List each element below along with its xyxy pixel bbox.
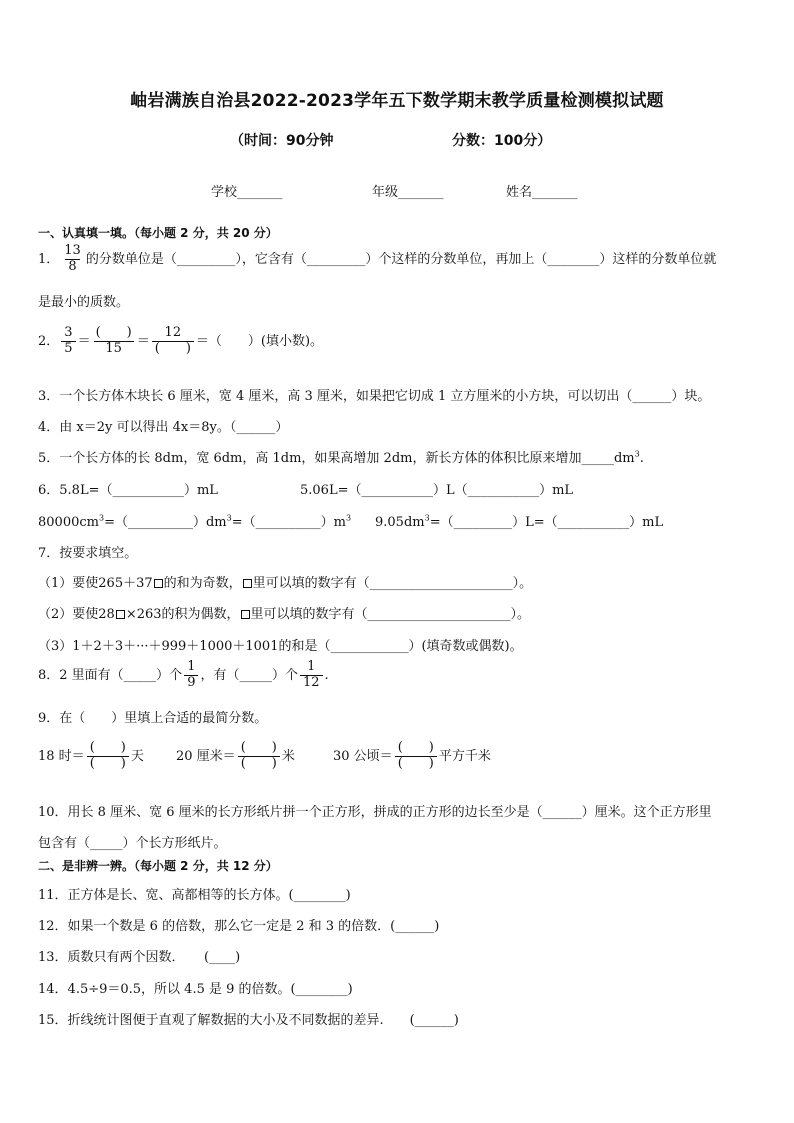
question-6-d — [375, 511, 663, 530]
question-12: 12．如果一个数是 6 的倍数，那么它一定是 2 和 3 的倍数．(______) — [38, 919, 440, 934]
question-3: 3．一个长方体木块长 6 厘米，宽 4 厘米，高 3 厘米，如果把它切成 1 立方厘米的小方块，可以切出（______）块。 — [38, 389, 711, 404]
blank-box-icon — [154, 579, 163, 588]
q8-b: ，有（_____）个 — [200, 667, 298, 683]
question-7-1 — [38, 572, 532, 591]
question-1 — [38, 244, 716, 275]
fraction-numerator: 3 — [64, 325, 73, 340]
exponent: 3 — [345, 513, 352, 523]
q6-c-pre: 80000cm — [38, 515, 99, 530]
question-10-b: 包含有（_____）个长方形纸片。 — [38, 836, 227, 851]
q7-2-b: ×263的积为偶数， — [125, 607, 240, 622]
question-9-c — [333, 741, 491, 772]
name-field: 姓名_______ — [506, 185, 578, 200]
question-9-a — [38, 741, 144, 772]
section2-heading: 二、是非辨一辨。（每小题 2 分，共 12 分） — [38, 859, 278, 873]
q9-b-fraction — [238, 741, 280, 772]
fraction-numerator: 1 — [307, 659, 316, 674]
q6-c-post2: =（__________）m — [231, 515, 346, 530]
equals-sign: ＝ — [136, 333, 150, 349]
q8-c: . — [324, 667, 329, 683]
fraction-denominator: ( ) — [238, 756, 280, 772]
fraction-numerator: ( ) — [397, 740, 434, 755]
q5-end: . — [639, 451, 644, 466]
exponent: 3 — [98, 513, 105, 523]
question-7-head: 7．按要求填空。 — [38, 546, 138, 561]
q7-1-b: 的和为奇数， — [163, 576, 242, 591]
question-9-head: 9．在（ ）里填上合适的最简分数。 — [38, 711, 268, 726]
q7-1-c: 里可以填的数字有（______________________）。 — [252, 576, 533, 591]
question-7-3: （3）1＋2＋3＋···＋999＋1000＋1001的和是（____________）(填奇数或偶数)。 — [38, 639, 523, 654]
q2-fraction-2 — [93, 326, 135, 357]
exam-score: 分数：100分） — [452, 133, 552, 149]
q5-text: 5．一个长方体的长 8dm，宽 6dm，高 1dm，如果高增加 2dm，新长方体的体积比原来增加_____dm — [38, 451, 635, 466]
fraction-numerator: 12 — [164, 325, 182, 340]
fraction-denominator: 9 — [184, 675, 198, 691]
q2-number: 2． — [38, 333, 60, 349]
q5-exponent: 3 — [634, 449, 640, 459]
fraction-denominator: ( ) — [87, 756, 129, 772]
q9-a-fraction — [87, 741, 129, 772]
q9-a-label: 18 时＝ — [38, 748, 85, 764]
question-15: 15．折线统计图便于直观了解数据的大小及不同数据的差异. (______) — [38, 1013, 459, 1028]
q7-2-a: （2）要使28 — [38, 607, 115, 622]
question-10-a: 10．用长 8 厘米、宽 6 厘米的长方形纸片拼一个正方形，拼成的正方形的边长至少是（______）厘米。这个正方形里 — [38, 805, 712, 820]
exam-title: 岫岩满族自治县2022-2023学年五下数学期末教学质量检测模拟试题 — [130, 91, 664, 111]
fraction-denominator: ( ) — [395, 756, 437, 772]
fraction-numerator: ( ) — [95, 325, 132, 340]
fraction-denominator: 8 — [65, 259, 79, 275]
q8-a: 8．2 里面有（_____）个 — [38, 667, 183, 683]
q7-2-c: 里可以填的数字有（______________________）。 — [250, 607, 531, 622]
q9-b-label: 20 厘米＝ — [176, 748, 236, 764]
q2-fraction-3 — [152, 326, 194, 357]
question-4: 4．由 x＝2y 可以得出 4x＝8y。（______） — [38, 420, 289, 435]
q9-c-label: 30 公顷＝ — [333, 748, 393, 764]
q6-d-pre: 9.05dm — [375, 515, 425, 530]
q8-fraction-2 — [300, 660, 323, 691]
q9-c-fraction — [395, 741, 437, 772]
exam-time: （时间：90分钟 — [230, 133, 334, 149]
q1-fraction — [61, 244, 84, 275]
fraction-denominator: ( ) — [152, 341, 194, 357]
blank-box-icon — [116, 610, 125, 619]
equals-sign: ＝ — [77, 333, 91, 349]
q1-number: 1． — [38, 251, 60, 267]
fraction-denominator: 15 — [94, 341, 134, 357]
exponent: 3 — [424, 513, 430, 523]
fraction-numerator: 1 — [187, 659, 196, 674]
question-6-a: 6．5.8L=（___________）mL — [38, 483, 218, 498]
q6-d-post: =（_________）L=（___________）mL — [429, 515, 664, 530]
question-6-c — [38, 511, 351, 530]
question-9-b — [176, 741, 295, 772]
question-6-b: 5.06L=（___________）L（___________）mL — [300, 483, 574, 498]
q2-fraction-1 — [61, 326, 75, 357]
q9-b-unit: 米 — [281, 748, 295, 764]
blank-box-icon — [243, 579, 252, 588]
fraction-numerator: ( ) — [89, 740, 126, 755]
exponent: 3 — [226, 513, 232, 523]
blank-box-icon — [241, 610, 250, 619]
fraction-denominator: 5 — [61, 341, 75, 357]
section1-heading: 一、认真填一填。（每小题 2 分，共 20 分） — [38, 226, 278, 240]
q9-c-unit: 平方千米 — [438, 748, 491, 764]
q1-text-a: 的分数单位是（_________），它含有（_________）个这样的分数单位，再加上（________）这样的分数单位就 — [85, 251, 717, 267]
fraction-numerator: 13 — [64, 243, 81, 258]
q7-1-a: （1）要使265＋37 — [38, 576, 153, 591]
question-14: 14．4.5÷9＝0.5，所以 4.5 是 9 的倍数。(________) — [38, 982, 353, 997]
question-13: 13．质数只有两个因数． (____) — [38, 950, 241, 965]
q8-fraction-1 — [184, 660, 198, 691]
q1-text-b: 是最小的质数。 — [38, 295, 130, 310]
grade-field: 年级_______ — [372, 185, 444, 200]
fraction-numerator: ( ) — [240, 740, 277, 755]
question-11: 11．正方体是长、宽、高都相等的长方体。(________) — [38, 888, 351, 903]
fraction-denominator: 12 — [300, 675, 323, 691]
question-8 — [38, 660, 329, 691]
q6-c-post: =（__________）dm — [104, 515, 227, 530]
school-field: 学校_______ — [211, 185, 283, 200]
question-2 — [38, 326, 323, 357]
question-7-2 — [38, 603, 530, 622]
q9-a-unit: 天 — [130, 748, 144, 764]
question-5 — [38, 447, 644, 466]
q2-tail: ＝（ ）(填小数)。 — [195, 333, 324, 349]
